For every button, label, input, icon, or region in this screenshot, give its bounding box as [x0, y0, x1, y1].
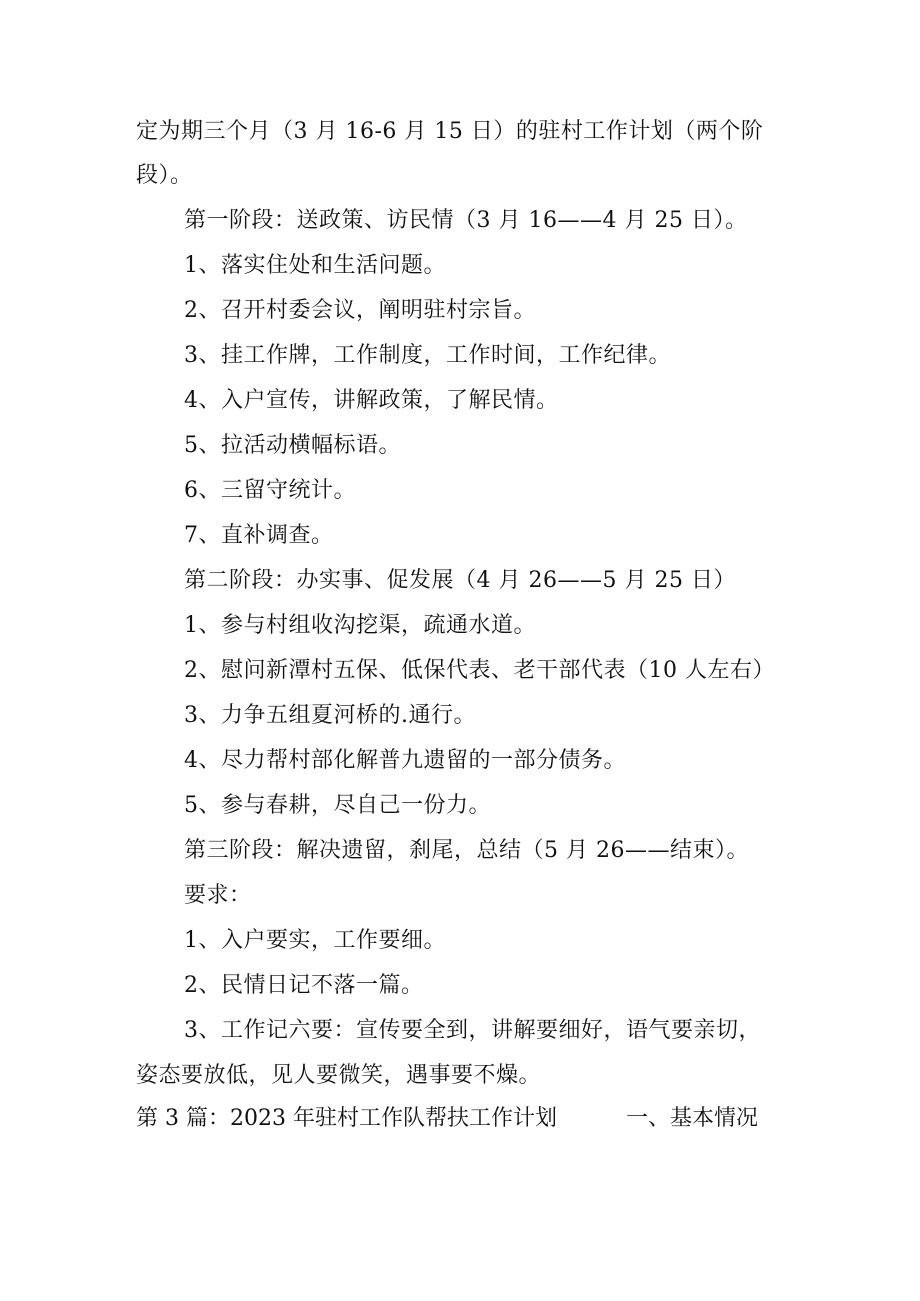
article-title: 第 3 篇：2023 年驻村工作队帮扶工作计划 [136, 1106, 557, 1131]
list-item: 1、落实住处和生活问题。 [184, 253, 446, 278]
section-heading: 一、基本情况 [626, 1106, 759, 1131]
paragraph-line: 段）。 [136, 163, 193, 188]
stage-heading: 第三阶段：解决遗留，刹尾，总结（5 月 26——结束）。 [184, 838, 749, 863]
list-item: 5、拉活动横幅标语。 [184, 433, 401, 458]
list-item: 4、尽力帮村部化解普九遗留的一部分债务。 [184, 748, 626, 773]
list-item: 7、直补调查。 [184, 523, 334, 548]
list-item: 2、民情日记不落一篇。 [184, 973, 424, 998]
list-item: 1、参与村组收沟挖渠，疏通水道。 [184, 613, 536, 638]
next-article-heading [136, 1104, 776, 1134]
list-item: 3、挂工作牌，工作制度，工作时间，工作纪律。 [184, 343, 671, 368]
stage-heading: 第二阶段：办实事、促发展（4 月 26——5 月 25 日） [184, 568, 736, 593]
list-item: 6、三留守统计。 [184, 478, 356, 503]
list-item: 2、召开村委会议，阐明驻村宗旨。 [184, 298, 536, 323]
list-item: 1、入户要实，工作要细。 [184, 928, 446, 953]
paragraph-line: 定为期三个月（3 月 16-6 月 15 日）的驻村工作计划（两个阶 [136, 119, 764, 144]
list-item: 3、工作记六要：宣传要全到，讲解要细好，语气要亲切， [184, 1018, 761, 1043]
list-item: 5、参与春耕，尽自己一份力。 [184, 793, 491, 818]
list-item: 4、入户宣传，讲解政策，了解民情。 [184, 388, 559, 413]
requirements-heading: 要求： [184, 883, 252, 908]
paragraph-line: 姿态要放低，见人要微笑，遇事要不燥。 [136, 1063, 542, 1088]
list-item: 2、慰问新潭村五保、低保代表、老干部代表（10 人左右） [184, 658, 775, 683]
list-item: 3、力争五组夏河桥的.通行。 [184, 703, 476, 728]
stage-heading: 第一阶段：送政策、访民情（3 月 16——4 月 25 日）。 [184, 208, 748, 233]
